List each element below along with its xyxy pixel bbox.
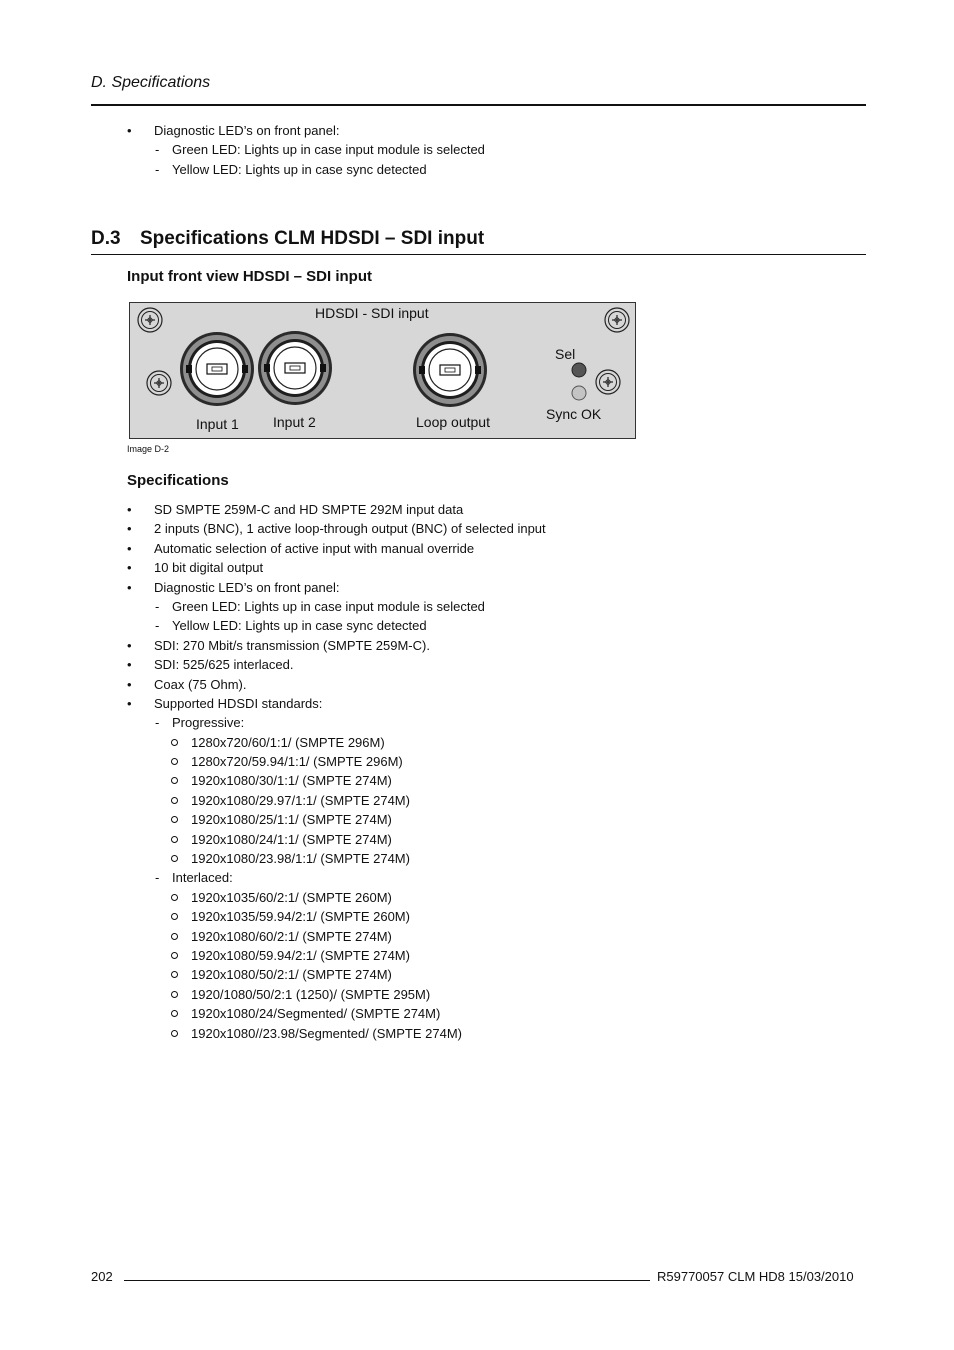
bullet-icon: • [127, 502, 132, 517]
list-item: • Diagnostic LED’s on front panel: [127, 121, 485, 140]
screw-icon [147, 371, 171, 395]
circle-bullet-icon [171, 816, 178, 823]
intro-list [127, 121, 485, 179]
screw-icon [596, 370, 620, 394]
bullet-icon: • [127, 521, 132, 537]
circle-bullet-icon [171, 1010, 178, 1017]
list-item: • Supported HDSDI standards: [127, 694, 546, 713]
bullet-icon: • [127, 540, 132, 556]
circle-bullet-icon [171, 797, 178, 804]
list-subsubitem: 1920x1080/29.97/1:1/ (SMPTE 274M) [127, 791, 546, 810]
screw-icon [138, 308, 162, 332]
hdsdi-panel-illustration [129, 302, 636, 439]
list-item: • Diagnostic LED’s on front panel: [127, 578, 546, 597]
input-2-label: Input 2 [273, 414, 316, 430]
dash-marker: - [155, 142, 160, 158]
circle-bullet-icon [171, 894, 178, 901]
list-subitem: - Green LED: Lights up in case input module is selected [127, 597, 546, 616]
sel-led-icon [572, 363, 586, 377]
bullet-icon: • [127, 676, 132, 692]
bullet-icon: • [127, 560, 132, 576]
dash-marker: - [155, 618, 160, 634]
sync-ok-label: Sync OK [546, 406, 602, 422]
bnc-input-1-icon [180, 332, 254, 406]
image-caption: Image D-2 [127, 444, 170, 454]
list-subitem: - Yellow LED: Lights up in case sync detected [127, 616, 546, 635]
list-subsubitem: 1920x1080/24/Segmented/ (SMPTE 274M) [127, 1004, 546, 1023]
bnc-loop-output-icon [413, 333, 487, 407]
running-header: D. Specifications [91, 74, 211, 91]
document-reference: R59770057 CLM HD8 15/03/2010 [657, 1269, 854, 1284]
circle-bullet-icon [171, 913, 178, 920]
list-subitem: - Yellow LED: Lights up in case sync detected [127, 160, 485, 179]
list-subitem: - Green LED: Lights up in case input module is selected [127, 140, 485, 159]
circle-bullet-icon [171, 777, 178, 784]
list-subsubitem: 1920x1080/25/1:1/ (SMPTE 274M) [127, 810, 546, 829]
list-subitem: - Progressive: [127, 713, 546, 732]
list-subsubitem: 1920/1080/50/2:1 (1250)/ (SMPTE 295M) [127, 985, 546, 1004]
sync-led-icon [572, 386, 586, 400]
input-1-label: Input 1 [196, 416, 239, 432]
list-item: • Automatic selection of active input with manual override [127, 539, 546, 558]
bullet-icon: • [127, 579, 132, 595]
list-item: • 10 bit digital output [127, 558, 546, 577]
dash-marker: - [155, 598, 160, 614]
list-item: • Coax (75 Ohm). [127, 675, 546, 694]
list-subsubitem: 1920x1080/50/2:1/ (SMPTE 274M) [127, 965, 546, 984]
screw-icon [605, 308, 629, 332]
page-number: 202 [91, 1269, 113, 1284]
circle-bullet-icon [171, 952, 178, 959]
circle-bullet-icon [171, 758, 178, 765]
list-item: • SD SMPTE 259M-C and HD SMPTE 292M input data [127, 500, 546, 519]
list-item: • SDI: 270 Mbit/s transmission (SMPTE 259M-C). [127, 636, 546, 655]
dash-marker: - [155, 715, 160, 731]
section-number: D.3 [91, 228, 121, 249]
section-rule [91, 254, 866, 255]
footer-rule [124, 1280, 650, 1281]
circle-bullet-icon [171, 855, 178, 862]
list-item: • SDI: 525/625 interlaced. [127, 655, 546, 674]
specifications-list [127, 500, 546, 1043]
list-subsubitem: 1920x1080/59.94/2:1/ (SMPTE 274M) [127, 946, 546, 965]
circle-bullet-icon [171, 933, 178, 940]
loop-output-label: Loop output [416, 414, 490, 430]
bullet-icon: • [127, 657, 132, 673]
list-subsubitem: 1920x1080/23.98/1:1/ (SMPTE 274M) [127, 849, 546, 868]
bullet-icon: • [127, 123, 132, 138]
circle-bullet-icon [171, 971, 178, 978]
bnc-input-2-icon [258, 331, 332, 405]
list-subsubitem: 1920x1080/30/1:1/ (SMPTE 274M) [127, 771, 546, 790]
circle-bullet-icon [171, 991, 178, 998]
list-subsubitem: 1920x1080/24/1:1/ (SMPTE 274M) [127, 830, 546, 849]
specifications-title: Specifications [127, 472, 229, 489]
bullet-icon: • [127, 695, 132, 711]
circle-bullet-icon [171, 1030, 178, 1037]
section-title [91, 228, 484, 250]
list-subsubitem: 1920x1035/60/2:1/ (SMPTE 260M) [127, 888, 546, 907]
header-rule [91, 104, 866, 106]
bullet-icon: • [127, 637, 132, 653]
list-subsubitem: 1280x720/60/1:1/ (SMPTE 296M) [127, 733, 546, 752]
panel-heading: HDSDI - SDI input [315, 305, 429, 321]
circle-bullet-icon [171, 739, 178, 746]
list-subsubitem: 1920x1080//23.98/Segmented/ (SMPTE 274M) [127, 1024, 546, 1043]
section-heading: Specifications CLM HDSDI – SDI input [140, 228, 485, 249]
dash-marker: - [155, 870, 160, 886]
list-subsubitem: 1920x1035/59.94/2:1/ (SMPTE 260M) [127, 907, 546, 926]
circle-bullet-icon [171, 836, 178, 843]
front-view-title: Input front view HDSDI – SDI input [127, 268, 372, 285]
sel-label: Sel [555, 346, 576, 362]
list-subitem: - Interlaced: [127, 868, 546, 887]
dash-marker: - [155, 161, 160, 177]
list-item: • 2 inputs (BNC), 1 active loop-through output (BNC) of selected input [127, 519, 546, 538]
list-subsubitem: 1920x1080/60/2:1/ (SMPTE 274M) [127, 927, 546, 946]
list-subsubitem: 1280x720/59.94/1:1/ (SMPTE 296M) [127, 752, 546, 771]
